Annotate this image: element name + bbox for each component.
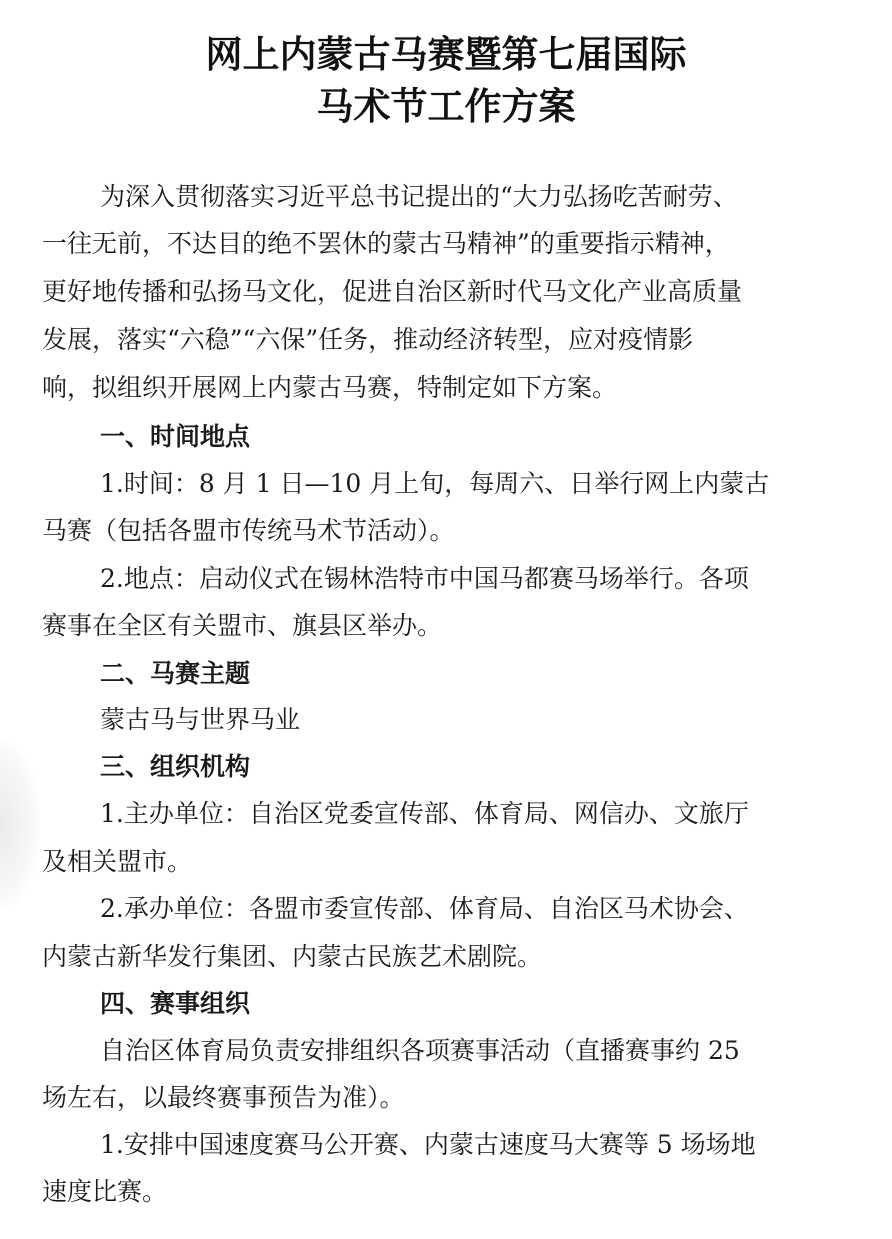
item1-line-2: 速度比赛。 — [42, 1177, 168, 1206]
place-line-1: 2.地点：启动仪式在锡林浩特市中国马都赛马场举行。各项 — [100, 564, 749, 593]
section-heading-event-organization: 四、赛事组织 — [100, 989, 251, 1018]
section-heading-time-place: 一、时间地点 — [100, 422, 251, 451]
organizer-line-2: 内蒙古新华发行集团、内蒙古民族艺术剧院。 — [42, 942, 543, 971]
intro-line-3: 更好地传播和弘扬马文化，促进自治区新时代马文化产业高质量 — [42, 277, 743, 306]
document-title-line-2: 马术节工作方案 — [316, 85, 576, 128]
scan-edge-shadow — [0, 740, 40, 910]
place-line-2: 赛事在全区有关盟市、旗县区举办。 — [42, 611, 443, 640]
intro-line-1: 为深入贯彻落实习近平总书记提出的“大力弘扬吃苦耐劳、 — [100, 182, 738, 211]
intro-line-5: 响，拟组织开展网上内蒙古马赛，特制定如下方案。 — [42, 373, 618, 402]
theme-text: 蒙古马与世界马业 — [100, 705, 301, 734]
event-org-line-2: 场左右，以最终赛事预告为准）。 — [42, 1083, 405, 1112]
document-title-line-1: 网上内蒙古马赛暨第七届国际 — [205, 33, 687, 76]
time-line-2: 马赛（包括各盟市传统马术节活动）。 — [42, 516, 455, 545]
section-heading-organization: 三、组织机构 — [100, 752, 251, 781]
item1-line-1: 1.安排中国速度赛马公开赛、内蒙古速度马大赛等 5 场场地 — [100, 1130, 756, 1159]
section-heading-theme: 二、马赛主题 — [100, 659, 251, 688]
event-org-line-1: 自治区体育局负责安排组织各项赛事活动（直播赛事约 25 — [100, 1036, 740, 1065]
host-line-2: 及相关盟市。 — [42, 847, 193, 876]
time-line-1: 1.时间：8 月 1 日—10 月上旬，每周六、日举行网上内蒙古 — [100, 469, 770, 498]
host-line-1: 1.主办单位：自治区党委宣传部、体育局、网信办、文旅厅 — [100, 799, 749, 828]
intro-line-2: 一往无前，不达目的绝不罢休的蒙古马精神”的重要指示精神， — [42, 229, 730, 258]
intro-line-4: 发展，落实“六稳”“六保”任务，推动经济转型，应对疫情影 — [42, 325, 694, 354]
organizer-line-1: 2.承办单位：各盟市委宣传部、体育局、自治区马术协会、 — [100, 894, 749, 923]
